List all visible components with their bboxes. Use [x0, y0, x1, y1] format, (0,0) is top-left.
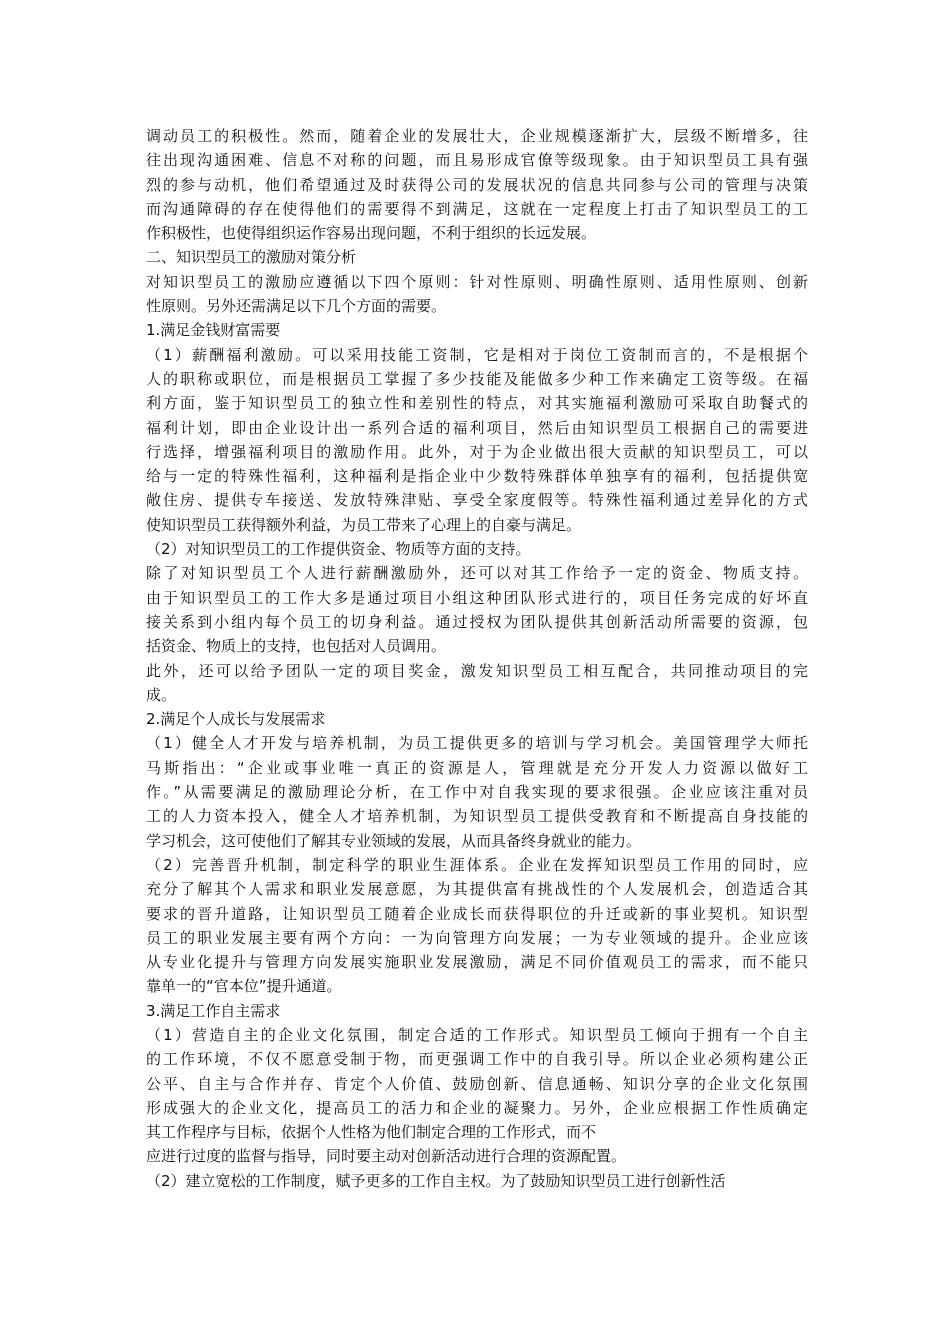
- text-line: （2）完善晋升机制，制定科学的职业生涯体系。企业在发挥知识型员工作用的同时，应: [146, 855, 808, 874]
- text-line: 靠单一的“官本位”提升通道。: [146, 977, 342, 996]
- text-line: 马斯指出：“企业或事业唯一真正的资源是人，管理就是充分开发人力资源以做好工: [146, 758, 808, 777]
- text-line: 往出现沟通困难、信息不对称的问题，而且易形成官僚等级现象。由于知识型员工具有强: [146, 151, 808, 170]
- text-line: 人的职称或职位，而是根据员工掌握了多少技能及能做多少种工作来确定工资等级。在福: [146, 369, 808, 388]
- text-line: 2.满足个人成长与发展需求: [146, 710, 326, 729]
- text-line: 的工作环境，不仅不愿意受制于物，而更强调工作中的自我引导。所以企业必须构建公正: [146, 1050, 808, 1069]
- document-body: [146, 124, 808, 1193]
- text-line: 学习机会，这可使他们了解其专业领域的发展，从而具备终身就业的能力。: [146, 831, 642, 850]
- text-line: 给与一定的特殊性福利，这种福利是指企业中少数特殊群体单独享有的福利，包括提供宽: [146, 467, 808, 486]
- text-line: 应进行过度的监督与指导，同时要主动对创新活动进行合理的资源配置。: [146, 1147, 627, 1166]
- text-line: 二、知识型员工的激励对策分析: [146, 248, 357, 267]
- text-line: 作。”从需要满足的激励理论分析，在工作中对自我实现的要求很强。企业应该注重对员: [146, 783, 808, 802]
- text-line: 3.满足工作自主需求: [146, 1001, 281, 1020]
- text-line: 烈的参与动机，他们希望通过及时获得公司的发展状况的信息共同参与公司的管理与决策: [146, 175, 808, 194]
- text-line: 调动员工的积极性。然而，随着企业的发展壮大，企业规模逐渐扩大，层级不断增多，往: [146, 127, 808, 145]
- text-line: 接关系到小组内每个员工的切身利益。通过授权为团队提供其创新活动所需要的资源，包: [146, 612, 808, 631]
- text-line: 成。: [146, 685, 177, 704]
- text-line: （2）建立宽松的工作制度，赋予更多的工作自主权。为了鼓励知识型员工进行创新性活: [146, 1171, 726, 1190]
- text-line: 员工的职业发展主要有两个方向：一为向管理方向发展；一为专业领域的提升。企业应该: [146, 928, 808, 947]
- text-line: （1）营造自主的企业文化氛围，制定合适的工作形式。知识型员工倾向于拥有一个自主: [146, 1025, 808, 1044]
- text-line: 除了对知识型员工个人进行薪酬激励外，还可以对其工作给予一定的资金、物质支持。: [146, 564, 808, 583]
- text-line: 此外，还可以给予团队一定的项目奖金，激发知识型员工相互配合，共同推动项目的完: [146, 661, 808, 680]
- text-line: （1）健全人才开发与培养机制，为员工提供更多的培训与学习机会。美国管理学大师托: [146, 734, 808, 753]
- text-line: 公平、自主与合作并存、肯定个人价值、鼓励创新、信息通畅、知识分享的企业文化氛围: [146, 1074, 808, 1093]
- text-line: 敞住房、提供专车接送、发放特殊津贴、享受全家度假等。特殊性福利通过差异化的方式: [146, 491, 808, 510]
- text-line: 性原则。另外还需满足以下几个方面的需要。: [146, 297, 447, 316]
- text-line: 括资金、物质上的支持，也包括对人员调用。: [146, 637, 447, 656]
- text-line: 作积极性，也使得组织运作容易出现问题，不利于组织的长远发展。: [146, 224, 597, 243]
- text-line: 其工作程序与目标，依据个人性格为他们制定合理的工作形式，而不: [146, 1123, 597, 1142]
- text-line: 使知识型员工获得额外利益，为员工带来了心理上的自豪与满足。: [146, 515, 582, 534]
- text-line: 行选择，增强福利项目的激励作用。此外，对于为企业做出很大贡献的知识型员工，可以: [146, 442, 808, 461]
- text-line: 1.满足金钱财富需要: [146, 321, 281, 340]
- text-line: 对知识型员工的激励应遵循以下四个原则：针对性原则、明确性原则、适用性原则、创新: [146, 272, 808, 291]
- text-line: 工的人力资本投入，健全人才培养机制，为知识型员工提供受教育和不断提高自身技能的: [146, 807, 808, 826]
- text-line: 要求的晋升道路，让知识型员工随着企业成长而获得职位的升迁或新的事业契机。知识型: [146, 904, 808, 923]
- text-line: 而沟通障碍的存在使得他们的需要得不到满足，这就在一定程度上打击了知识型员工的工: [146, 199, 808, 218]
- text-line: （1）薪酬福利激励。可以采用技能工资制，它是相对于岗位工资制而言的，不是根据个: [146, 345, 808, 364]
- text-line: 从专业化提升与管理方向发展实施职业发展激励，满足不同价值观员工的需求，而不能只: [146, 953, 808, 972]
- text-line: 利方面，鉴于知识型员工的独立性和差别性的特点，对其实施福利激励可采取自助餐式的: [146, 394, 808, 413]
- text-line: 福利计划，即由企业设计出一系列合适的福利项目，然后由知识型员工根据自己的需要进: [146, 418, 808, 437]
- text-line: （2）对知识型员工的工作提供资金、物质等方面的支持。: [146, 540, 531, 559]
- text-line: 形成强大的企业文化，提高员工的活力和企业的凝聚力。另外，企业应根据工作性质确定: [146, 1098, 808, 1117]
- text-line: 由于知识型员工的工作大多是通过项目小组这种团队形式进行的，项目任务完成的好坏直: [146, 588, 808, 607]
- text-line: 充分了解其个人需求和职业发展意愿，为其提供富有挑战性的个人发展机会，创造适合其: [146, 880, 808, 899]
